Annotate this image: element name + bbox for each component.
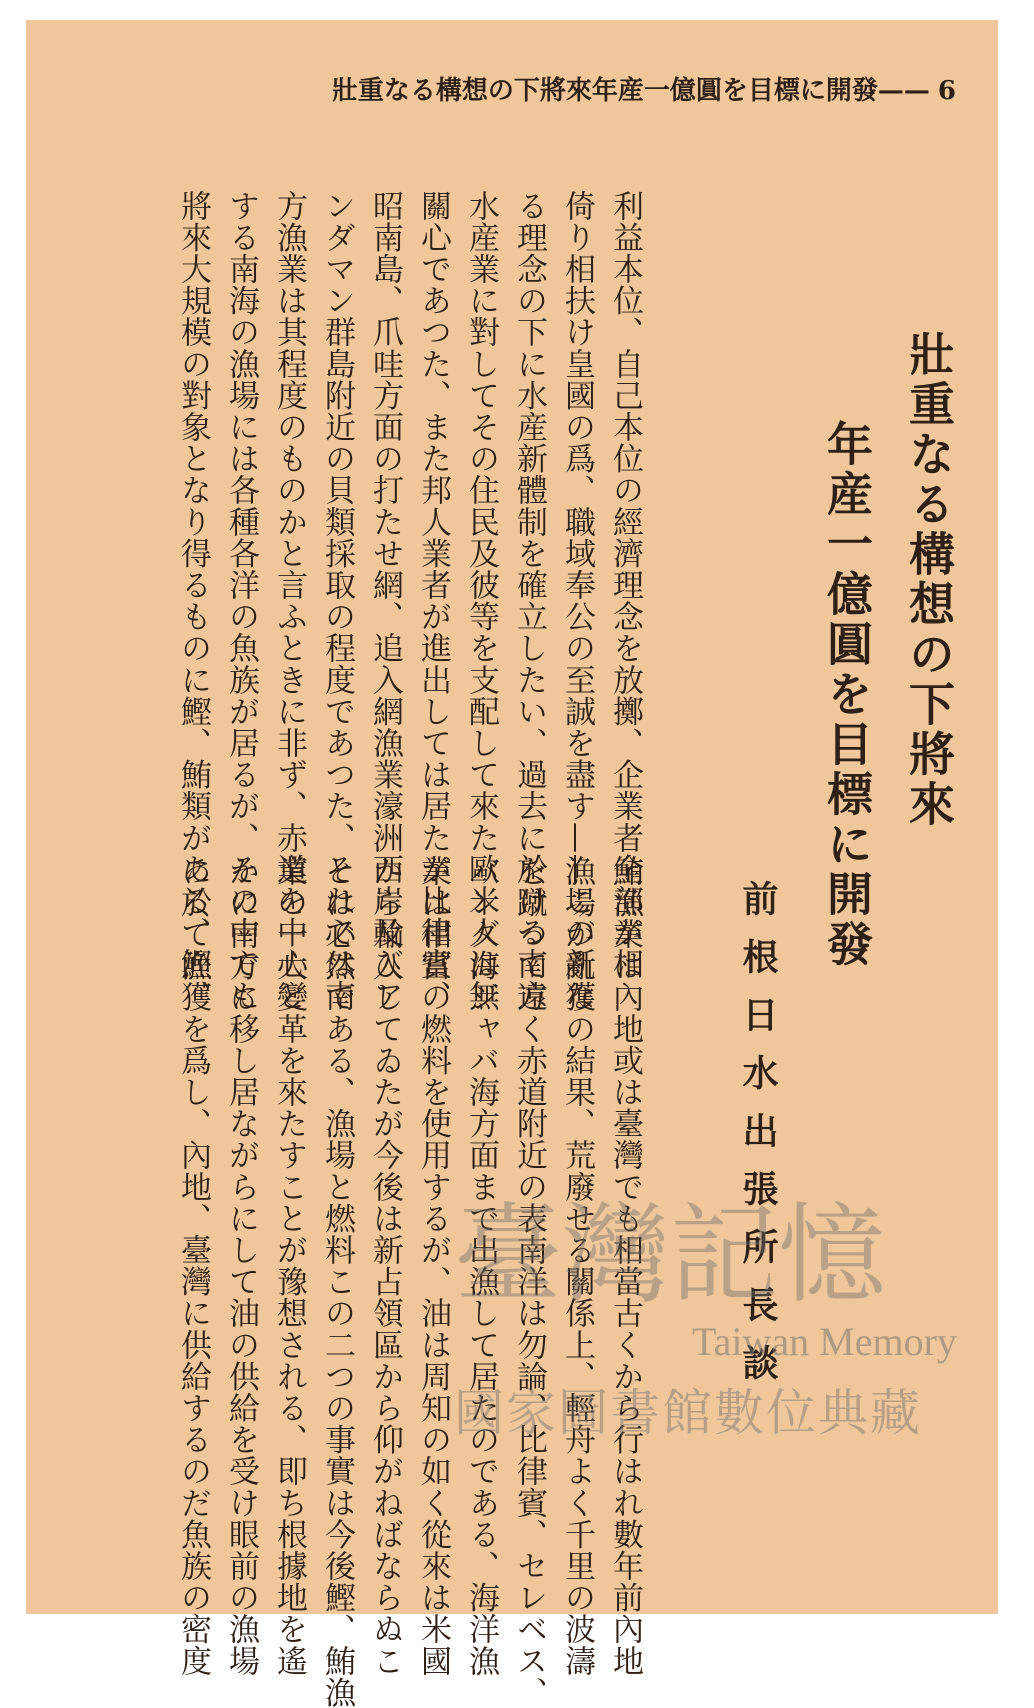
document-page [26, 20, 998, 1708]
body-lower-column: に於て漁獲を爲し、內地、臺灣に供給するのだ魚族の密度 [175, 855, 211, 1677]
body-upper-column: ンダマン群島附近の貝類採取の程度であつた、それでは南 [319, 190, 355, 1012]
body-upper-column: る理念の下に水産新體制を確立したい、過去に於ける南方 [511, 190, 547, 1012]
body-lower-column: を蹴つて遠く赤道附近の表南洋は勿論、比律賓、セレベス、 [511, 855, 547, 1708]
running-title: 壯重なる構想の下將來年産一億圓を目標に開發 [331, 76, 878, 106]
body-upper-column: 水産業に對してその住民及彼等を支配して來た歐米人は無 [463, 190, 499, 1012]
article-byline: 前根日水出張所長談 [737, 880, 779, 1402]
body-upper-column: する南海の漁場には各種各洋の魚族が居るが、その中でも [223, 190, 259, 1012]
body-lower-column: から輸入してゐたが今後は新占領區から仰がねばならぬこ [367, 855, 403, 1677]
body-lower-column: 鮪漁業は內地或は臺灣でも相當古くから行はれ數年前內地 [607, 855, 643, 1677]
body-upper-column: 關心であつた、また邦人業者が進出しては居たが比律賓、 [415, 190, 451, 1012]
article-title-line-1: 壯重なる構想の下將來 [902, 330, 956, 830]
body-upper-column: 倚り相扶け皇國の爲、職域奉公の至誠を盡す——この新な [559, 190, 595, 1012]
body-upper-column: 昭南島、爪哇方面の打たせ網、追入網漁業濠洲西岸及びア [367, 190, 403, 1012]
running-header [331, 70, 956, 110]
body-lower-column: かに南方に移し居ながらにして油の供給を受け眼前の漁場 [223, 855, 259, 1677]
header-separator: —— [877, 76, 930, 106]
body-upper-column: 方漁業は其程度のものかと言ふときに非ず、赤道を中心と [271, 190, 307, 1012]
article-title-line-2: 年産一億圓を目標に開發 [820, 420, 874, 970]
page-number: 6 [937, 76, 956, 106]
body-lower-column: 業は相當の燃料を使用するが、油は周知の如く從來は米國 [415, 855, 451, 1677]
body-lower-column: バンダ海ジャバ海方面まで出漁して居たのである、海洋漁 [463, 855, 499, 1677]
body-upper-column: 利益本位、自己本位の經濟理念を放擲、企業者全部が相 [607, 190, 643, 980]
body-lower-column: とは必然である、漁場と燃料この二つの事實は今後鰹、鮪漁 [319, 855, 355, 1708]
watermark-subtitle: 國家圖書館數位典藏 [454, 1384, 922, 1442]
watermark-english: Taiwan Memory [692, 1319, 957, 1364]
watermark-kanji: 臺灣記憶 [454, 1193, 887, 1318]
body-upper-column: 將來大規模の對象となり得るものに鰹、鮪類がある、鰹、 [175, 190, 211, 1012]
body-lower-column: 漁場が亂獲の結果、荒廢せる關係上、輕舟よく千里の波濤 [559, 855, 595, 1677]
body-lower-column: 業の一大變革を來たすことが豫想される、即ち根據地を遙 [271, 855, 307, 1677]
